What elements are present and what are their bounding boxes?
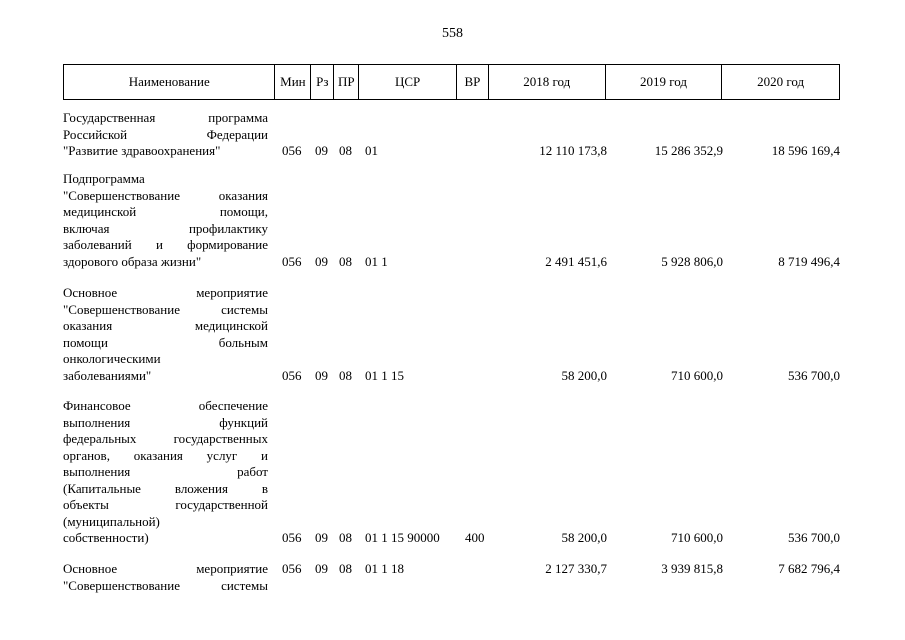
row-name-line: заболеваний и формирование	[63, 237, 268, 252]
cell-2018: 58 200,0	[561, 530, 607, 545]
table-row	[63, 285, 840, 384]
row-name-line: Основное мероприятие	[63, 561, 268, 576]
cell-min: 056	[282, 561, 302, 576]
row-name-line: "Развитие здравоохранения"	[63, 143, 221, 158]
cell-2019: 15 286 352,9	[654, 143, 723, 158]
header-2020: 2020 год	[721, 65, 839, 99]
cell-pr: 08	[339, 367, 352, 383]
row-name	[63, 398, 268, 547]
table-header	[63, 64, 840, 100]
cell-csr: 01 1	[365, 253, 388, 269]
cell-2019: 3 939 815,8	[661, 561, 723, 576]
row-name-line: заболеваниями"	[63, 367, 152, 383]
cell-vr: 400	[465, 530, 485, 545]
cell-min: 056	[282, 530, 302, 545]
cell-2018: 58 200,0	[561, 367, 607, 383]
cell-2020: 536 700,0	[788, 530, 840, 545]
row-name-line: включая профилактику	[63, 220, 268, 236]
row-name-line: помощи больным	[63, 334, 268, 350]
row-name	[63, 285, 268, 384]
header-rz: Рз	[310, 65, 333, 99]
row-name	[63, 171, 268, 270]
cell-min: 056	[282, 367, 302, 383]
cell-2019: 710 600,0	[671, 367, 723, 383]
cell-pr: 08	[339, 530, 352, 545]
row-name-line: оказания медицинской	[63, 318, 268, 333]
row-name-line: медицинской помощи,	[63, 204, 268, 219]
header-vr: ВР	[456, 65, 488, 99]
cell-pr: 08	[339, 253, 352, 269]
cell-min: 056	[282, 253, 302, 269]
row-name-line: Основное мероприятие	[63, 285, 268, 300]
row-name-line: органов, оказания услуг и	[63, 447, 268, 463]
cell-2020: 8 719 496,4	[778, 253, 840, 269]
cell-2020: 7 682 796,4	[778, 561, 840, 576]
table-row	[63, 561, 840, 594]
cell-rz: 09	[315, 530, 328, 545]
table-row	[63, 398, 840, 547]
row-name-line: онкологическими	[63, 351, 161, 366]
header-min: Мин	[274, 65, 310, 99]
row-name-line: выполнения работ	[63, 464, 268, 479]
row-name-line: собственности)	[63, 530, 149, 545]
cell-2018: 2 491 451,6	[545, 253, 607, 269]
cell-csr: 01	[365, 143, 378, 158]
row-name	[63, 561, 268, 594]
cell-csr: 01 1 15 90000	[365, 530, 440, 545]
cell-csr: 01 1 15	[365, 367, 404, 383]
cell-rz: 09	[315, 253, 328, 269]
header-2018: 2018 год	[488, 65, 605, 99]
cell-2020: 18 596 169,4	[771, 143, 840, 158]
row-name-line: (Капитальные вложения в	[63, 480, 268, 496]
cell-rz: 09	[315, 367, 328, 383]
row-name-line: Российской Федерации	[63, 126, 268, 142]
row-name-line: федеральных государственных	[63, 431, 268, 446]
header-2019: 2019 год	[605, 65, 722, 99]
header-pr: ПР	[333, 65, 358, 99]
row-name-line: Финансовое обеспечение	[63, 398, 268, 413]
row-name-line: выполнения функций	[63, 414, 268, 430]
cell-pr: 08	[339, 561, 352, 576]
table-row	[63, 171, 840, 270]
cell-csr: 01 1 18	[365, 561, 404, 576]
cell-pr: 08	[339, 143, 352, 158]
cell-rz: 09	[315, 143, 328, 158]
row-name-line: "Совершенствование системы	[63, 301, 268, 317]
page-number: 558	[442, 26, 463, 41]
cell-2019: 710 600,0	[671, 530, 723, 545]
row-name-line: "Совершенствование системы	[63, 577, 268, 593]
header-name: Наименование	[128, 73, 210, 89]
row-name-line: Государственная программа	[63, 110, 268, 125]
header-csr: ЦСР	[358, 65, 456, 99]
cell-2018: 12 110 173,8	[539, 143, 607, 158]
row-name-line: здорового образа жизни"	[63, 253, 202, 269]
row-name-line: объекты государственной	[63, 497, 268, 512]
row-name-line: "Совершенствование оказания	[63, 187, 268, 203]
row-name-line: (муниципальной)	[63, 513, 160, 529]
cell-min: 056	[282, 143, 302, 158]
cell-rz: 09	[315, 561, 328, 576]
row-name	[63, 110, 268, 160]
cell-2019: 5 928 806,0	[661, 253, 723, 269]
cell-2018: 2 127 330,7	[545, 561, 607, 576]
table-row	[63, 110, 840, 160]
row-name-line: Подпрограмма	[63, 171, 145, 186]
cell-2020: 536 700,0	[788, 367, 840, 383]
